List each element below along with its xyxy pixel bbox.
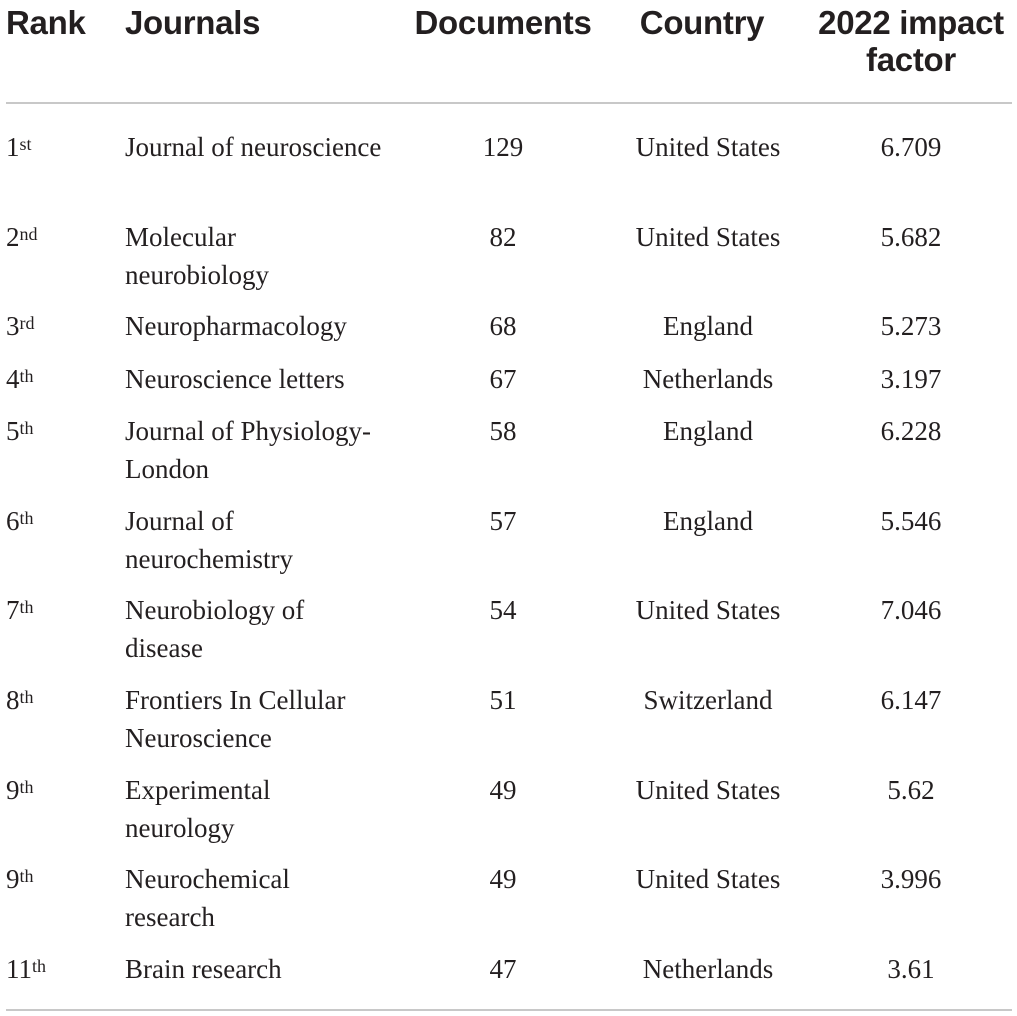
cell-documents: 51 <box>489 685 517 715</box>
cell-impact-factor: 5.546 <box>880 506 942 536</box>
cell-country: Netherlands <box>642 954 774 984</box>
cell-country: United States <box>635 595 781 625</box>
table-header <box>6 0 1012 104</box>
cell-country: United States <box>635 132 781 162</box>
cell-impact-factor: 5.273 <box>880 311 942 341</box>
cell-country: England <box>663 416 753 446</box>
header-journals: Journals <box>125 4 261 41</box>
rank-number: 5 <box>6 416 20 446</box>
rank-number: 1 <box>6 132 20 162</box>
cell-journal: Neuropharmacology <box>125 311 347 341</box>
cell-rank <box>6 308 35 346</box>
cell-rank <box>6 129 32 167</box>
cell-impact-factor: 5.682 <box>880 222 942 252</box>
header-rank: Rank <box>6 4 86 41</box>
rank-suffix: th <box>19 508 34 528</box>
cell-journal: Experimental neurology <box>125 775 271 843</box>
cell-journal: Molecular neurobiology <box>125 222 269 290</box>
cell-rank <box>6 861 34 899</box>
cell-documents: 49 <box>489 864 517 894</box>
cell-journal: Neuroscience letters <box>125 364 345 394</box>
cell-rank <box>6 951 46 989</box>
cell-rank <box>6 219 38 257</box>
rank-suffix: nd <box>19 224 38 244</box>
cell-journal: Journal of neurochemistry <box>125 506 293 574</box>
rank-number: 2 <box>6 222 20 252</box>
cell-documents: 47 <box>489 954 517 984</box>
cell-documents: 49 <box>489 775 517 805</box>
cell-journal: Journal of Physiology-London <box>125 416 371 484</box>
rank-number: 4 <box>6 364 20 394</box>
cell-documents: 82 <box>489 222 517 252</box>
cell-journal: Neurobiology of disease <box>125 595 305 663</box>
rank-number: 7 <box>6 595 20 625</box>
cell-impact-factor: 6.147 <box>880 685 942 715</box>
rank-suffix: th <box>19 687 34 707</box>
cell-country: England <box>663 311 753 341</box>
rank-suffix: th <box>19 597 34 617</box>
cell-documents: 54 <box>489 595 517 625</box>
cell-country: Netherlands <box>642 364 774 394</box>
cell-impact-factor: 3.197 <box>880 364 942 394</box>
cell-journal: Frontiers In Cellular Neuroscience <box>125 685 346 753</box>
cell-rank <box>6 413 34 451</box>
rank-suffix: th <box>32 956 47 976</box>
cell-journal: Brain research <box>125 954 282 984</box>
rank-suffix: st <box>19 134 32 154</box>
cell-impact-factor: 6.709 <box>880 132 942 162</box>
cell-documents: 68 <box>489 311 517 341</box>
cell-impact-factor: 5.62 <box>887 775 935 805</box>
rank-number: 6 <box>6 506 20 536</box>
rank-suffix: th <box>19 366 34 386</box>
header-country: Country <box>639 4 765 41</box>
rank-number: 8 <box>6 685 20 715</box>
rank-suffix: th <box>19 866 34 886</box>
cell-impact-factor: 3.996 <box>880 864 942 894</box>
cell-country: United States <box>635 222 781 252</box>
rank-number: 9 <box>6 775 20 805</box>
cell-documents: 58 <box>489 416 517 446</box>
cell-impact-factor: 7.046 <box>880 595 942 625</box>
rank-number: 9 <box>6 864 20 894</box>
cell-rank <box>6 592 34 630</box>
cell-country: England <box>663 506 753 536</box>
cell-country: United States <box>635 775 781 805</box>
header-impact-factor: 2022 impact factor <box>818 4 1004 78</box>
cell-impact-factor: 3.61 <box>887 954 935 984</box>
cell-rank <box>6 361 34 399</box>
rank-suffix: rd <box>19 313 35 333</box>
cell-rank <box>6 503 34 541</box>
rank-suffix: th <box>19 418 34 438</box>
cell-rank <box>6 772 34 810</box>
cell-rank <box>6 682 34 720</box>
rank-suffix: th <box>19 777 34 797</box>
rank-number: 11 <box>6 954 32 984</box>
cell-journal: Journal of neuroscience <box>125 132 382 162</box>
cell-documents: 67 <box>489 364 517 394</box>
cell-impact-factor: 6.228 <box>880 416 942 446</box>
journals-table <box>6 0 1012 984</box>
rank-number: 3 <box>6 311 20 341</box>
cell-documents: 57 <box>489 506 517 536</box>
header-documents: Documents <box>414 4 592 41</box>
cell-journal: Neurochemical research <box>125 864 290 932</box>
cell-documents: 129 <box>482 132 524 162</box>
cell-country: Switzerland <box>643 685 773 715</box>
cell-country: United States <box>635 864 781 894</box>
bottom-rule <box>6 1009 1012 1011</box>
